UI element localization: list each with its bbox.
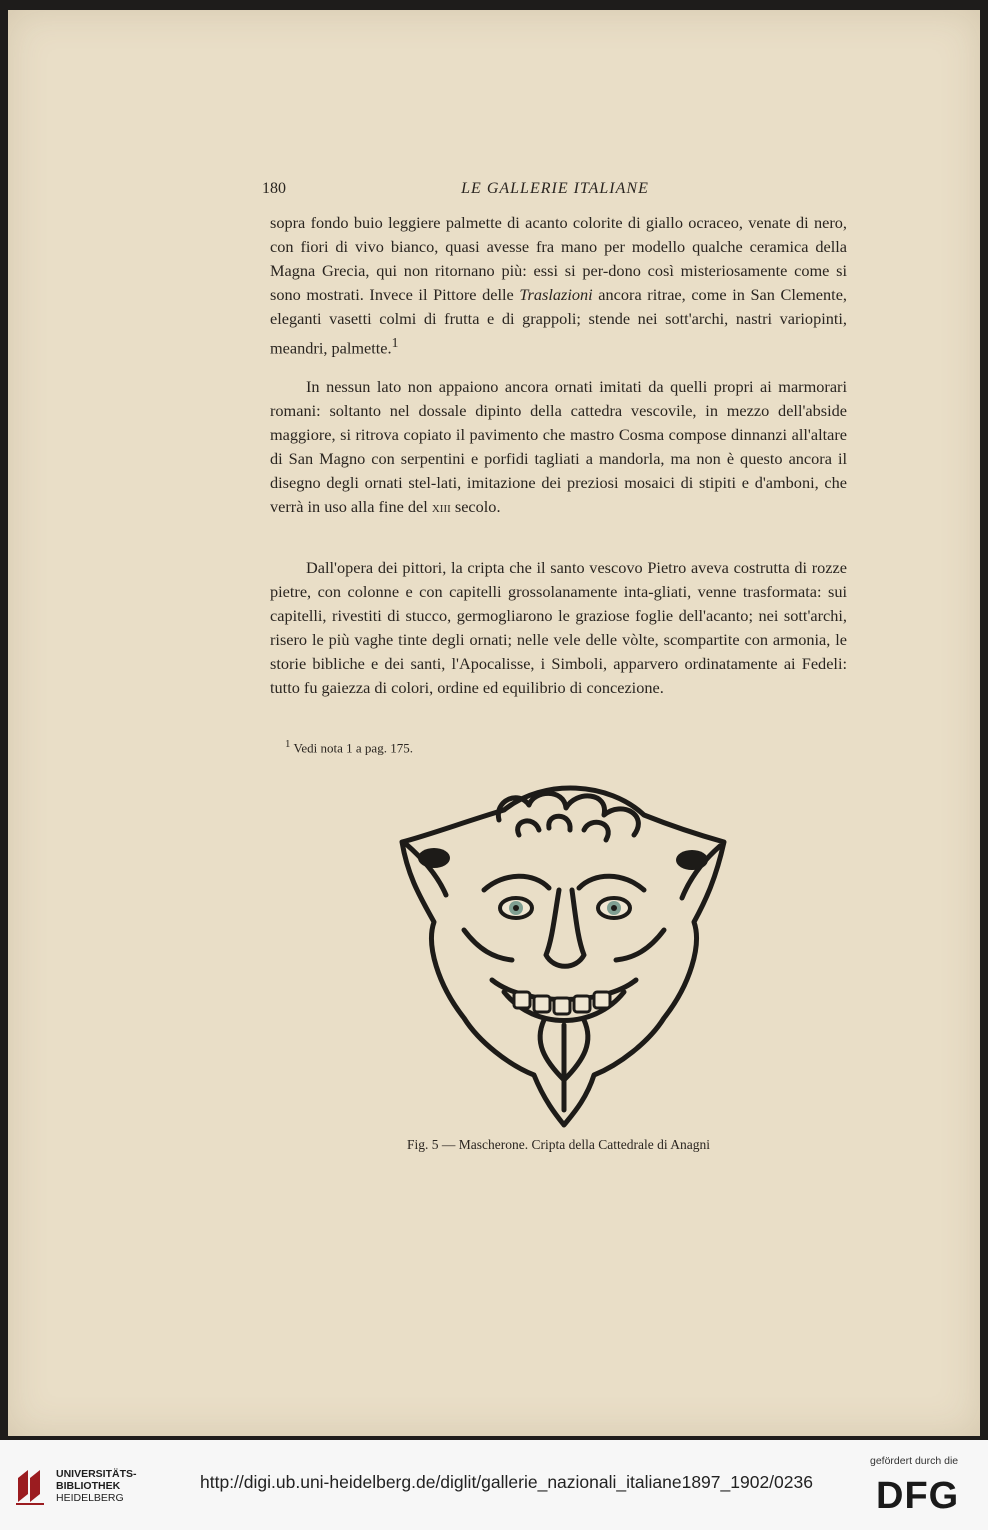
mascherone-illustration	[394, 780, 732, 1130]
permalink-url[interactable]: http://digi.ub.uni-heidelberg.de/diglit/gallerie_nazionali_italiane1897_1902/0236	[200, 1472, 813, 1492]
footnote	[285, 738, 413, 756]
figure-caption: Fig. 5 — Mascherone. Cripta della Cattedrale di Anagni	[407, 1137, 710, 1152]
library-line-3: HEIDELBERG	[56, 1492, 124, 1504]
paragraph-1-text-b: ancora ritrae, come in San Clemente, eleganti vasetti colmi di frutta e di grappoli; stende nei sott'archi, nastri variopinti, meandri, palmette.	[270, 285, 847, 358]
roman-numeral: xiii	[431, 497, 451, 517]
footnote-ref: 1	[391, 335, 399, 351]
paragraph-2-text-a: In nessun lato non appaiono ancora ornati imitati da quelli propri ai marmorari romani: soltanto nel dossale dipinto della cattedra vescovile, in mezzo dell'abside maggiore, si ritrova copiato il pavimento che mastro Cosma compose dinnanzi all'altare di San Magno con serpentini e porfidi tagliati a mandorla, ma non è questo ancora il disegno degli ornati stel-lati, imitazione dei preziosi mosaici di stipiti e d'amboni, che verrà in uso alla fine del	[270, 377, 847, 517]
running-title: LE GALLERIE ITALIANE	[461, 180, 649, 197]
footnote-marker: 1	[285, 738, 291, 750]
viewer-footer	[0, 1440, 988, 1530]
library-name	[56, 1468, 137, 1504]
library-line-1: UNIVERSITÄTS-	[56, 1468, 137, 1480]
library-line-2: BIBLIOTHEK	[56, 1480, 121, 1492]
funded-by-label: gefördert durch die	[870, 1455, 959, 1467]
paragraph-1-text-a: sopra fondo buio leggiere palmette di acanto colorite di giallo ocraceo, venate di nero, con fiori di vivo bianco, quasi avesse fra mano per modello qualche ceramica della Magna Grecia, qui non ritornano più: essi si per-dono così misteriosamente come si sono mostrati. Invece il Pittore delle	[270, 213, 847, 305]
footnote-text: Vedi nota 1 a pag. 175.	[293, 740, 413, 756]
paragraph-3	[270, 556, 847, 701]
italic-traslazioni: Traslazioni	[519, 285, 593, 305]
paragraph-1	[270, 211, 847, 361]
dfg-logo: DFG	[876, 1475, 960, 1517]
paragraph-2	[270, 375, 847, 520]
paragraph-3-text: Dall'opera dei pittori, la cripta che il santo vescovo Pietro aveva costrutta di rozze pietre, con colonne e con capitelli grossolanamente inta-gliati, venne trasformata: sui capitelli, rivestiti di stucco, germogliarono le graziose foglie dell'acanto; nei sott'archi, risero le più vaghe tinte degli ornati; nelle vele delle vòlte, scompartite con armonia, le storie bibliche e dei santi, l'Apocalisse, i Simboli, apparvero ordinatamente ai Fedeli: tutto fu gaiezza di colori, ordine ed equilibrio di concezione.	[270, 558, 847, 698]
page-number: 180	[262, 180, 286, 197]
library-logo-icon	[14, 1466, 48, 1506]
running-header	[262, 180, 848, 204]
paragraph-2-text-b: secolo.	[450, 497, 501, 517]
